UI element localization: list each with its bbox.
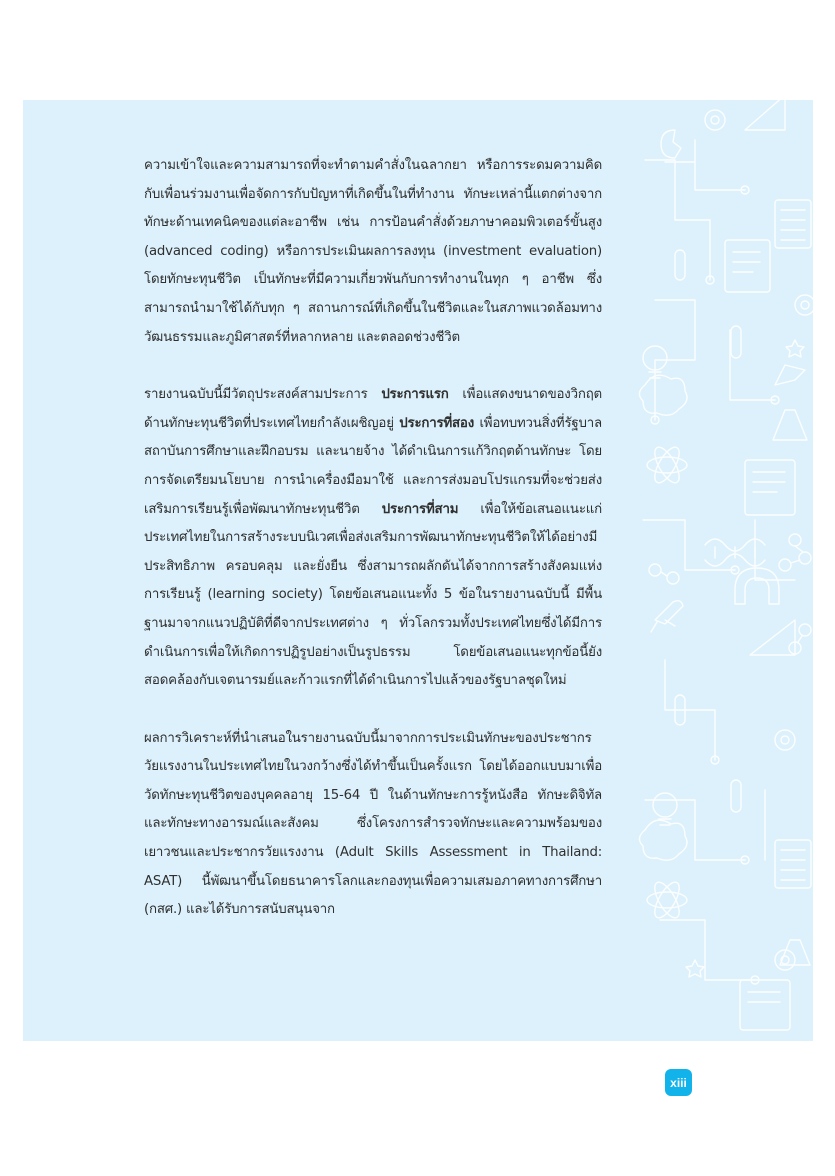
content-panel (23, 100, 813, 1041)
body-text (144, 152, 602, 954)
circuit-line-icon (643, 140, 795, 984)
rocket-icon (651, 601, 683, 632)
calculator-icon (775, 200, 811, 888)
triangle-ruler-icon (745, 100, 795, 655)
page-number-badge: xiii (665, 1069, 692, 1096)
text-segment: เพื่อให้ข้อเสนอแนะแก่ประเทศไทยในการสร้างระบบนิเวศเพื่อส่งเสริมการพัฒนาทักษะทุนชีวิตให้ได้อย่างมีประสิทธิภาพ ครอบคลุม และยั่งยืน ซึ่งสามารถผลักดันได้จากการสร้างสังคมแห่งการเรียนรู้ (learning society) โดยข้อเสนอแนะทั้ง 5 ข้อในรายงานฉบับนี้ มีพื้นฐานมาจากแนวปฏิบัติที่ดีจากประเทศต่าง ๆ ทั่วโลกรวมทั้งประเทศไทยซึ่งได้มีการดำเนินการเพื่อให้เกิดการปฏิรูปอย่างเป็นรูปธรรม โดยข้อเสนอแนะทุกข้อนี้ยังสอดคล้องกับเจตนารมย์และก้าวแรกที่ได้ดำเนินการไปแล้วของรัฐบาลชุดใหม่ (144, 501, 602, 689)
microscope-icon (661, 130, 695, 162)
text-segment: เพื่อแสดงขนาดของวิกฤตด้านทักษะทุนชีวิตที่ประเทศไทยกำลังเผชิญอยู่ (144, 387, 602, 431)
flask-icon (773, 365, 810, 965)
atom-icon (647, 444, 687, 922)
paragraph: ความเข้าใจและความสามารถที่จะทำตามคำสั่งในฉลากยา หรือการระดมความคิดกับเพื่อนร่วมงานเพื่อจัดการกับปัญหาที่เกิดขึ้นในที่ทำงาน ทักษะเหล่านี้แตกต่างจากทักษะด้านเทคนิคของแต่ละอาชีพ เช่น การป้อนคำสั่งด้วยภาษาคอมพิวเตอร์ขั้นสูง (advanced coding) หรือการประเมินผลการลงทุน (investment evaluation) โดยทักษะทุนชีวิต เป็นทักษะที่มีความเกี่ยวพันกับการทำงานในทุก ๆ อาชีพ ซึ่งสามารถนำมาใช้ได้กับทุก ๆ สถานการณ์ที่เกิดขึ้นในชีวิตและในสภาพแวดล้อมทางวัฒนธรรมและภูมิศาสตร์ที่หลากหลาย และตลอดช่วงชีวิต (144, 158, 602, 345)
text-segment: รายงานฉบับนี้มีวัตถุประสงค์สามประการ (144, 387, 382, 403)
magnet-icon (735, 568, 779, 604)
dna-icon (705, 539, 765, 566)
text-segment: เพื่อทบทวนสิ่งที่รัฐบาล สถาบันการศึกษาและฝึกอบรม และนายจ้าง ได้ดำเนินการแก้วิกฤตด้านทักษะ โดยการจัดเตรียมนโยบาย การนำเครื่องมือมาใช้ และการส่งมอบโปรแกรมที่จะช่วยส่งเสริมการเรียนรู้เพื่อพัฒนาทักษะทุนชีวิต (144, 415, 602, 517)
paragraph: ผลการวิเคราะห์ที่นำเสนอในรายงานฉบับนี้มาจากการประเมินทักษะของประชากรวัยแรงงานในประเทศไทยในวงกว้างซึ่งได้ทำขึ้นเป็นครั้งแรก โดยได้ออกแบบมาเพื่อวัดทักษะทุนชีวิตของบุคคลอายุ 15-64 ปี ในด้านทักษะการรู้หนังสือ ทักษะดิจิทัล และทักษะทางอารมณ์และสังคม ซึ่งโครงการสำรวจทักษะและความพร้อมของเยาวชนและประชากรวัยแรงงาน (Adult Skills Assessment in Thailand: ASAT) นี้พัฒนาขึ้นโดยธนาคารโลกและกองทุนเพื่อความเสมอภาคทางการศึกษา (กสศ.) และได้รับการสนับสนุนจาก (144, 730, 602, 918)
brain-icon (639, 375, 687, 860)
education-pattern-decoration (635, 100, 813, 1041)
bold-term-second: ประการที่สอง (399, 415, 475, 431)
paragraph-objectives (144, 381, 602, 696)
star-icon (686, 340, 804, 977)
bold-term-first: ประการแรก (381, 387, 449, 403)
bold-term-third: ประการที่สาม (381, 501, 459, 517)
chemistry-molecule-icon (649, 534, 811, 654)
lightbulb-icon (643, 346, 677, 825)
